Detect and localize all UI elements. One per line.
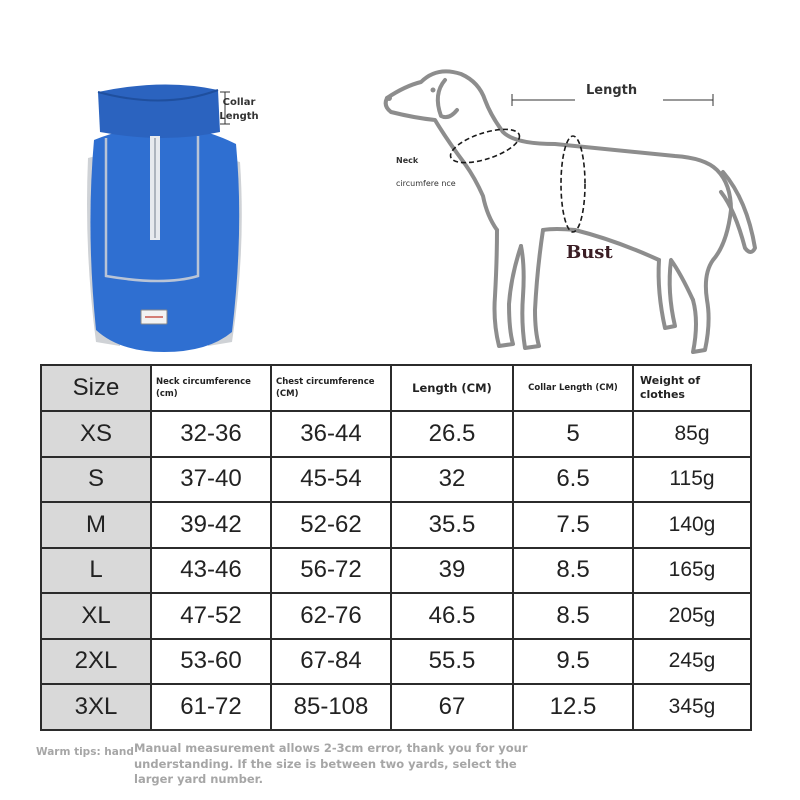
cell-length: 46.5 (391, 593, 513, 639)
table-row (41, 411, 751, 457)
cell-weight: 115g (633, 457, 751, 503)
bust-label: Bust (566, 242, 613, 263)
cell-neck: 47-52 (151, 593, 271, 639)
cell-neck: 43-46 (151, 548, 271, 594)
header-size: Size (41, 365, 151, 411)
cell-size: XS (41, 411, 151, 457)
cell-chest: 45-54 (271, 457, 391, 503)
header-weight: Weight of clothes (633, 365, 751, 411)
table-row (41, 593, 751, 639)
length-label: Length (586, 83, 638, 98)
cell-collar: 8.5 (513, 593, 633, 639)
cell-chest: 52-62 (271, 502, 391, 548)
cell-size: 2XL (41, 639, 151, 685)
cell-chest: 67-84 (271, 639, 391, 685)
cell-weight: 345g (633, 684, 751, 730)
cell-collar: 5 (513, 411, 633, 457)
cell-weight: 140g (633, 502, 751, 548)
cell-chest: 36-44 (271, 411, 391, 457)
cell-length: 55.5 (391, 639, 513, 685)
neck-circumference-label: circumfere nce (396, 179, 456, 188)
cell-collar: 7.5 (513, 502, 633, 548)
cell-weight: 245g (633, 639, 751, 685)
cell-length: 35.5 (391, 502, 513, 548)
cell-chest: 62-76 (271, 593, 391, 639)
table-header-row (41, 365, 751, 411)
cell-chest: 56-72 (271, 548, 391, 594)
cell-size: XL (41, 593, 151, 639)
cell-neck: 32-36 (151, 411, 271, 457)
table-row (41, 639, 751, 685)
header-length: Length (CM) (391, 365, 513, 411)
table-row (41, 502, 751, 548)
cell-length: 39 (391, 548, 513, 594)
table-row (41, 684, 751, 730)
warm-tips-lead: Warm tips: hand (36, 746, 134, 758)
cell-length: 32 (391, 457, 513, 503)
cell-collar: 8.5 (513, 548, 633, 594)
cell-weight: 85g (633, 411, 751, 457)
warm-tips-body: Manual measurement allows 2-3cm error, thank you for your understanding. If the size is between two yards, select the larger yard number. (134, 741, 528, 786)
table-row (41, 457, 751, 503)
cell-neck: 37-40 (151, 457, 271, 503)
cell-size: M (41, 502, 151, 548)
dog-outline-graphic (375, 60, 775, 370)
cell-collar: 9.5 (513, 639, 633, 685)
cell-collar: 12.5 (513, 684, 633, 730)
cell-length: 67 (391, 684, 513, 730)
collar-label-line1: Collar (222, 97, 256, 108)
cell-chest: 85-108 (271, 684, 391, 730)
size-chart-table (40, 364, 752, 731)
cell-weight: 205g (633, 593, 751, 639)
collar-label-line2: Length (219, 111, 259, 122)
cell-collar: 6.5 (513, 457, 633, 503)
cell-neck: 39-42 (151, 502, 271, 548)
cell-size: 3XL (41, 684, 151, 730)
cell-neck: 53-60 (151, 639, 271, 685)
header-chest: Chest circumference (CM) (271, 365, 391, 411)
cell-length: 26.5 (391, 411, 513, 457)
neck-label: Neck (396, 156, 419, 165)
cell-size: L (41, 548, 151, 594)
table-row (41, 548, 751, 594)
header-collar: Collar Length (CM) (513, 365, 633, 411)
cell-neck: 61-72 (151, 684, 271, 730)
header-neck: Neck circumference (cm) (151, 365, 271, 411)
cell-size: S (41, 457, 151, 503)
collar-length-label (214, 96, 264, 124)
dog-measurement-diagram (375, 60, 775, 370)
cell-weight: 165g (633, 548, 751, 594)
